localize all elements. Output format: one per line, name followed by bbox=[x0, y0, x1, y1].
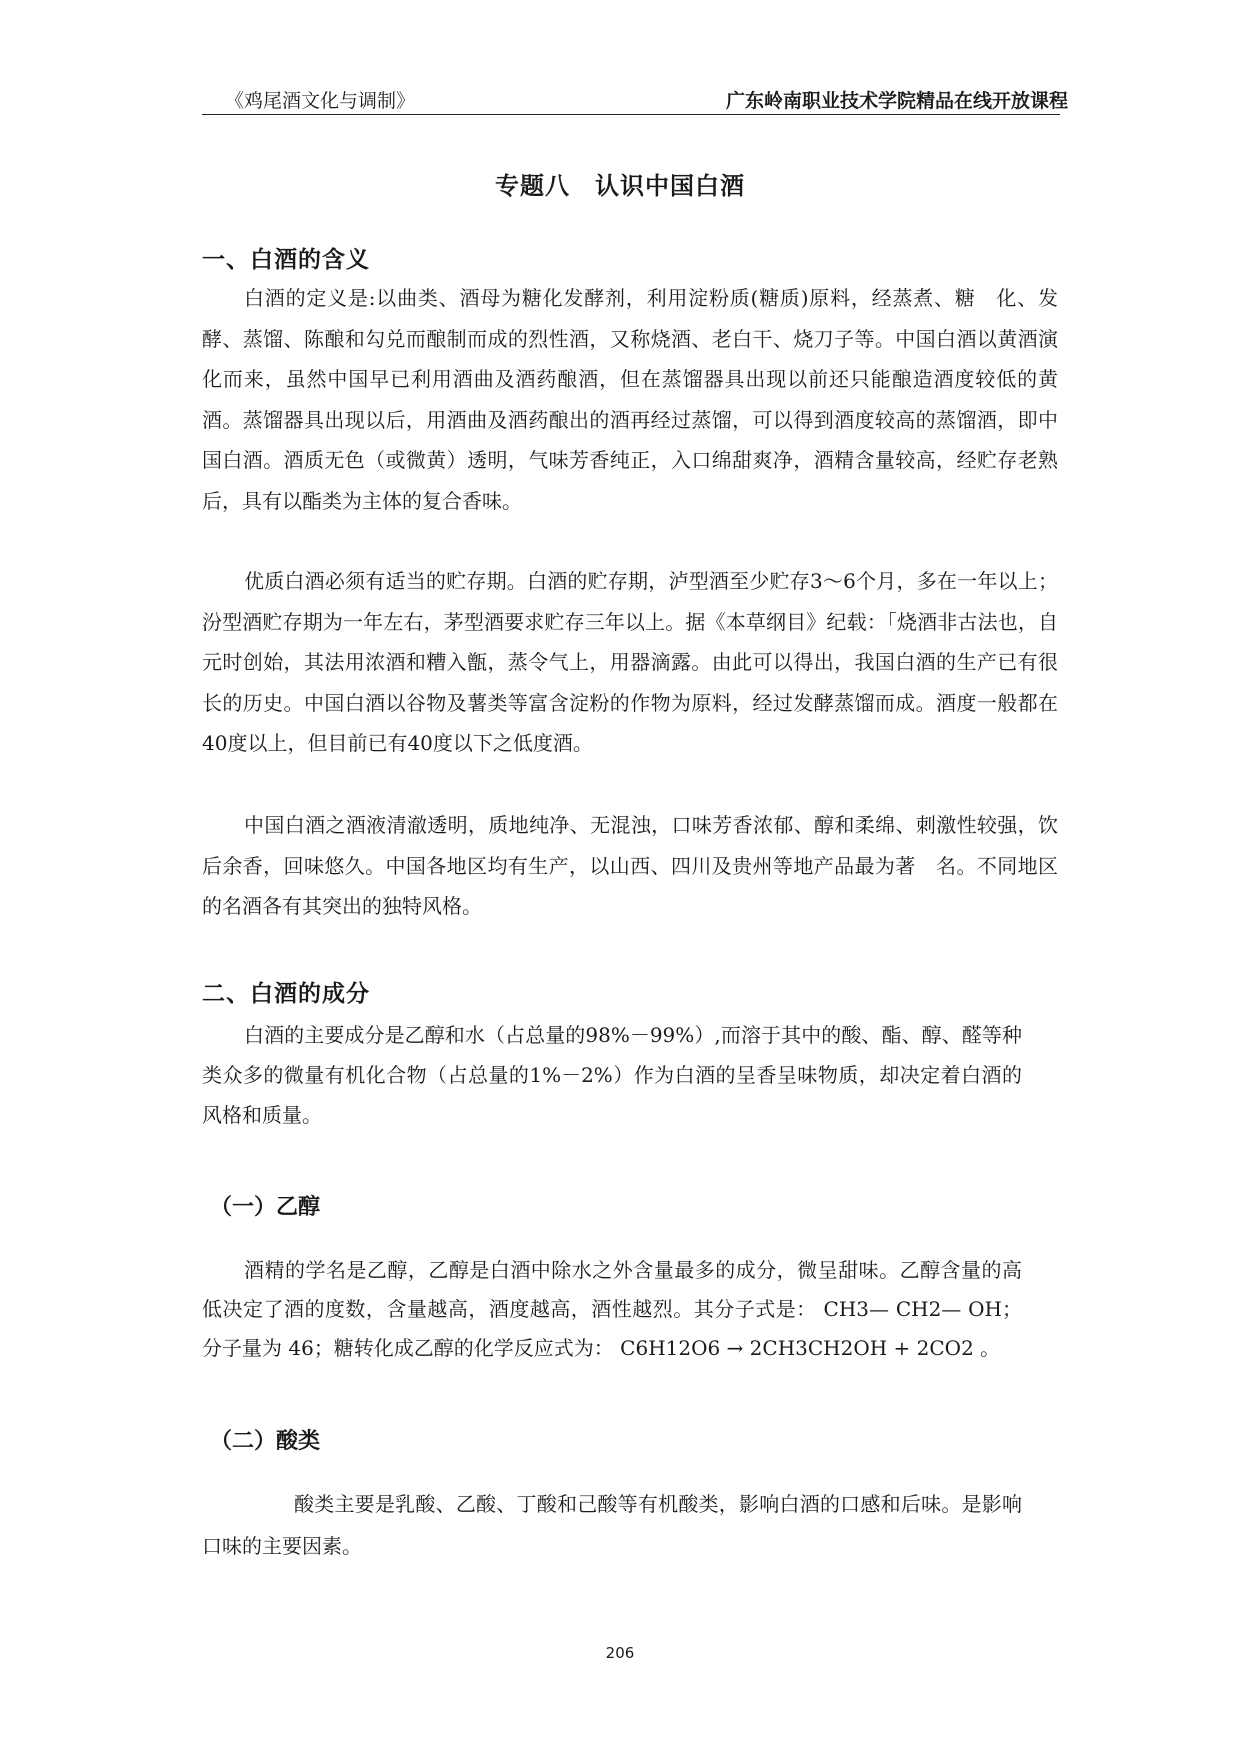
subsection-heading: （二）酸类 bbox=[210, 1429, 321, 1454]
page-header-left: 《鸡尾酒文化与调制》 bbox=[225, 90, 416, 112]
paragraph: 酸类主要是乳酸、乙酸、丁酸和己酸等有机酸类，影响白酒的口感和后味。是影响口味的主要因素。 bbox=[202, 1492, 1022, 1558]
section-heading: 二、白酒的成分 bbox=[202, 981, 370, 1007]
subsection-heading: （一）乙醇 bbox=[210, 1195, 321, 1220]
header-divider bbox=[202, 114, 1060, 115]
page-header-right: 广东岭南职业技术学院精品在线开放课程 bbox=[725, 90, 1068, 112]
paragraph: 白酒的主要成分是乙醇和水（占总量的98%－99%）,而溶于其中的酸、酯、醇、醛等种类众多的微量有机化合物（占总量的1%－2%）作为白酒的呈香呈味物质，却决定着白酒的风格和质量。 bbox=[202, 1023, 1022, 1127]
paragraph: 优质白酒必须有适当的贮存期。白酒的贮存期，泸型酒至少贮存3～6个月，多在一年以上；汾型酒贮存期为一年左右，茅型酒要求贮存三年以上。据《本草纲目》纪载：「烧酒非古法也，自元时创始，其法用浓酒和糟入甑，蒸令气上，用器滴露。由此可以得出，我国白酒的生产已有很长的历史。中国白酒以谷物及薯类等富含淀粉的作物为原料，经过发酵蒸馏而成。酒度一般都在40度以上，但目前已有40度以下之低度酒。 bbox=[202, 569, 1058, 755]
paragraph: 酒精的学名是乙醇，乙醇是白酒中除水之外含量最多的成分，微呈甜味。乙醇含量的高低决定了酒的度数，含量越高，酒度越高，酒性越烈。其分子式是： CH3— CH2— OH；分子量为 46；糖转化成乙醇的化学反应式为： C6H12O6 → 2CH3CH2OH + 2CO2 。 bbox=[202, 1258, 1022, 1360]
page-number: 206 bbox=[605, 1644, 635, 1662]
paragraph: 白酒的定义是:以曲类、酒母为糖化发酵剂，利用淀粉质(糖质)原料，经蒸煮、糖 化、发酵、蒸馏、陈酿和勾兑而酿制而成的烈性酒，又称烧酒、老白干、烧刀子等。中国白酒以黄酒演化而来，虽然中国早已利用酒曲及酒药酿酒，但在蒸馏器具出现以前还只能酿造酒度较低的黄酒。蒸馏器具出现以后，用酒曲及酒药酿出的酒再经过蒸馏，可以得到酒度较高的蒸馏酒，即中国白酒。酒质无色（或微黄）透明，气味芳香纯正，入口绵甜爽净，酒精含量较高，经贮存老熟后，具有以酯类为主体的复合香味。 bbox=[202, 286, 1058, 513]
section-heading: 一、白酒的含义 bbox=[202, 247, 370, 273]
paragraph: 中国白酒之酒液清澈透明，质地纯净、无混浊，口味芳香浓郁、醇和柔绵、刺激性较强，饮后余香，回味悠久。中国各地区均有生产，以山西、四川及贵州等地产品最为著 名。不同地区的名酒各有其突出的独特风格。 bbox=[202, 813, 1058, 918]
page-title: 专题八 认识中国白酒 bbox=[495, 172, 745, 200]
